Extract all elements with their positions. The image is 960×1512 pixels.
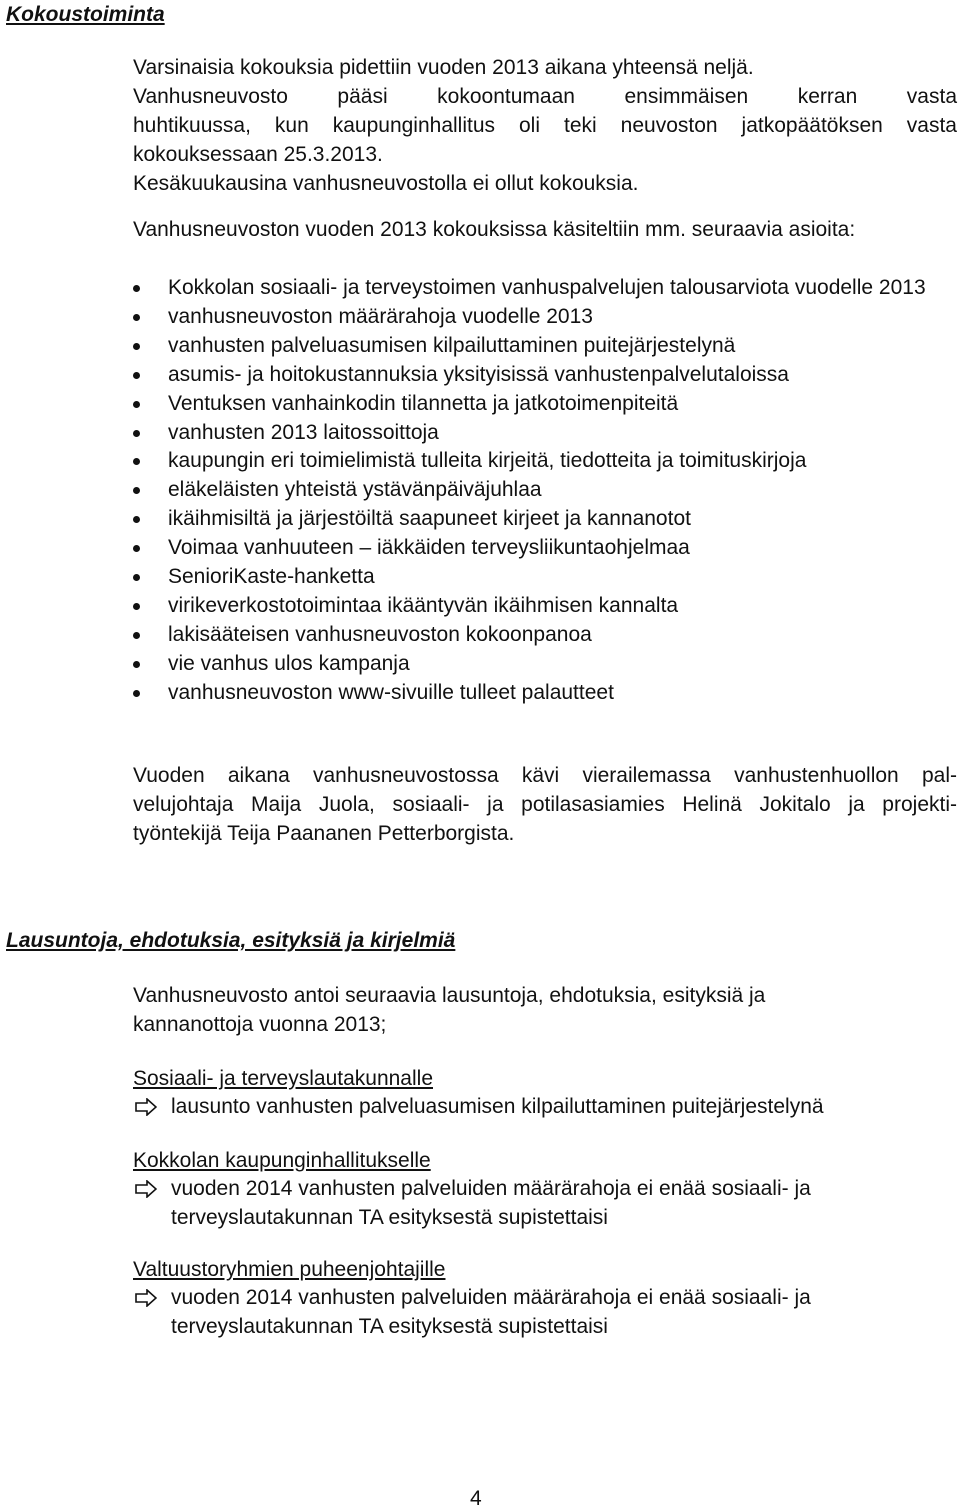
paragraph-line: Vanhusneuvosto pääsi kokoontumaan ensimmäisen kerran vasta <box>133 85 957 108</box>
list-item-text: kaupungin eri toimielimistä tulleita kirjeitä, tiedotteita ja toimituskirjoja <box>168 449 807 473</box>
paragraph-line: työntekijä Teija Paananen Petterborgista. <box>133 822 515 845</box>
bullet-icon <box>133 545 140 552</box>
list-item <box>133 679 957 708</box>
page-number: 4 <box>470 1487 482 1510</box>
section-heading-lausuntoja: Lausuntoja, ehdotuksia, esityksiä ja kirjelmiä <box>6 929 456 952</box>
bullet-icon <box>133 487 140 494</box>
recipient-heading: Sosiaali- ja terveyslautakunnalle <box>133 1067 433 1090</box>
list-item <box>133 534 957 563</box>
list-item-text: lakisääteisen vanhusneuvoston kokoonpanoa <box>168 622 592 646</box>
section-heading-kokoustoiminta: Kokoustoiminta <box>6 3 165 26</box>
list-item <box>133 390 957 419</box>
statement-item <box>133 1092 957 1121</box>
meetings-paragraph <box>133 53 957 198</box>
bullet-icon <box>133 603 140 610</box>
list-item <box>133 592 957 621</box>
paragraph-line: kannanottoja vuonna 2013; <box>133 1013 387 1036</box>
bullet-icon <box>133 343 140 350</box>
list-item-text: vanhusneuvoston www-sivuille tulleet palautteet <box>168 680 614 704</box>
bullet-icon <box>133 661 140 668</box>
statement-item <box>133 1174 957 1232</box>
list-item <box>133 419 957 448</box>
paragraph-line: Vuoden aikana vanhusneuvostossa kävi vierailemassa vanhustenhuollon pal- <box>133 764 957 787</box>
list-item-text: vanhusten palveluasumisen kilpailuttaminen puitejärjestelynä <box>168 333 736 357</box>
list-item-text: eläkeläisten yhteistä ystävänpäiväjuhlaa <box>168 478 542 502</box>
list-item <box>133 476 957 505</box>
arrow-bullet-icon <box>135 1289 157 1307</box>
recipient-heading: Valtuustoryhmien puheenjohtajille <box>133 1258 446 1281</box>
list-item-text: asumis- ja hoitokustannuksia yksityisissä vanhustenpalvelutaloissa <box>168 362 789 386</box>
statement-text: vuoden 2014 vanhusten palveluiden määrärahoja ei enää sosiaali- ja terveyslautakunnan TA esityksestä supistettaisi <box>171 1177 811 1229</box>
paragraph-line: Vanhusneuvosto antoi seuraavia lausuntoja, ehdotuksia, esityksiä ja <box>133 984 766 1007</box>
bullet-icon <box>133 372 140 379</box>
statement-item <box>133 1283 957 1341</box>
bullet-icon <box>133 285 140 292</box>
list-item <box>133 332 957 361</box>
list-item-text: vie vanhus ulos kampanja <box>168 651 410 675</box>
bullet-icon <box>133 458 140 465</box>
list-item <box>133 447 957 476</box>
list-item <box>133 274 957 303</box>
list-item-text: virikeverkostotoimintaa ikääntyvän ikäihmisen kannalta <box>168 593 679 617</box>
bullet-icon <box>133 401 140 408</box>
list-item-text: ikäihmisiltä ja järjestöiltä saapuneet kirjeet ja kannanotot <box>168 507 691 531</box>
paragraph-line: velujohtaja Maija Juola, sosiaali- ja potilasasiamies Helinä Jokitalo ja projekti- <box>133 793 957 816</box>
statement-text: vuoden 2014 vanhusten palveluiden määrärahoja ei enää sosiaali- ja terveyslautakunnan TA esityksestä supistettaisi <box>171 1286 811 1338</box>
visits-paragraph <box>133 761 957 848</box>
list-item-text: vanhusneuvoston määrärahoja vuodelle 2013 <box>168 304 593 328</box>
list-item-text: SenioriKaste-hanketta <box>168 565 375 589</box>
statements-intro <box>133 981 957 1039</box>
list-item-text: Kokkolan sosiaali- ja terveystoimen vanhuspalvelujen talousarviota vuodelle 2013 <box>168 276 926 299</box>
bullet-icon <box>133 314 140 321</box>
list-item <box>133 621 957 650</box>
bullet-icon <box>133 516 140 523</box>
bullet-icon <box>133 690 140 697</box>
paragraph-line: Kesäkuukausina vanhusneuvostolla ei ollut kokouksia. <box>133 172 639 195</box>
recipient-heading: Kokkolan kaupunginhallitukselle <box>133 1149 431 1172</box>
paragraph-line: Varsinaisia kokouksia pidettiin vuoden 2013 aikana yhteensä neljä. <box>133 56 754 79</box>
statement-text: lausunto vanhusten palveluasumisen kilpailuttaminen puitejärjestelynä <box>171 1095 824 1118</box>
list-item-text: Ventuksen vanhainkodin tilannetta ja jatkotoimenpiteitä <box>168 391 679 415</box>
arrow-bullet-icon <box>135 1098 157 1116</box>
bullet-icon <box>133 632 140 639</box>
list-item-text: vanhusten 2013 laitossoittoja <box>168 420 439 444</box>
list-item-text: Voimaa vanhuuteen – iäkkäiden terveysliikuntaohjelmaa <box>168 536 690 560</box>
arrow-bullet-icon <box>135 1180 157 1198</box>
topics-intro: Vanhusneuvoston vuoden 2013 kokouksissa käsiteltiin mm. seuraavia asioita: <box>133 218 856 241</box>
paragraph-line: huhtikuussa, kun kaupunginhallitus oli teki neuvoston jatkopäätöksen vasta <box>133 114 957 137</box>
paragraph-line: kokouksessaan 25.3.2013. <box>133 143 383 166</box>
bullet-icon <box>133 430 140 437</box>
list-item <box>133 650 957 679</box>
list-item <box>133 361 957 390</box>
list-item <box>133 563 957 592</box>
bullet-icon <box>133 574 140 581</box>
list-item <box>133 303 957 332</box>
list-item <box>133 505 957 534</box>
topics-list <box>133 274 957 708</box>
